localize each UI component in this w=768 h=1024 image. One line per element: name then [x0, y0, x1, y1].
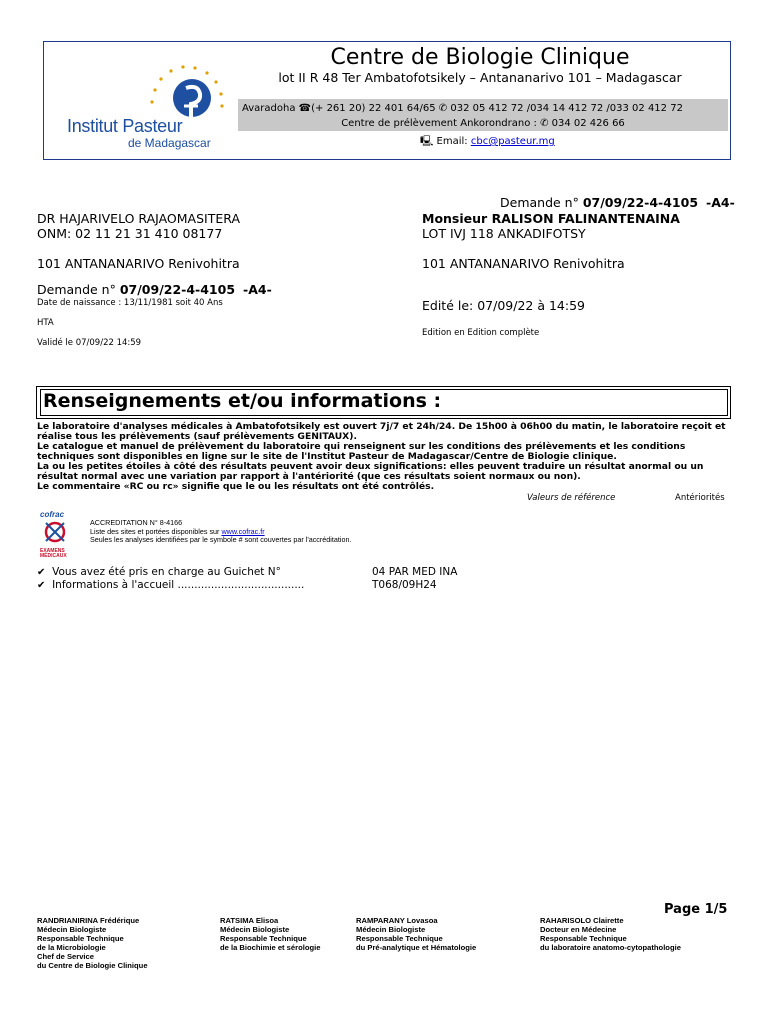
signatory-line: du laboratoire anatomo-cytopathologie	[540, 943, 681, 952]
signatory-name: RATSIMA Elisoa	[220, 916, 279, 925]
email-link[interactable]: cbc@pasteur.mg	[470, 136, 555, 147]
patient-name	[422, 211, 680, 226]
lab-address: lot II R 48 Ter Ambatofotsikely – Antananarivo 101 – Madagascar	[278, 70, 682, 85]
history-header: Antériorités	[675, 493, 725, 503]
signatory-line: Chef de Service	[37, 952, 94, 961]
doctor-onm: ONM: 02 11 21 31 410 08177	[37, 226, 223, 241]
signatory-line: de la Microbiologie	[37, 943, 106, 952]
edition-type: Edition en Edition complète	[422, 328, 540, 338]
signatory-name: RAHARISOLO Clairette	[540, 916, 624, 925]
email-label: Email:	[436, 136, 468, 147]
info-paragraph: Le laboratoire d'analyses médicales à Ambatofotsikely est ouvert 7j/7 et 24h/24. De 15h00 à 06h00 du matin, le laboratoire reçoit et réalise tous les prélèvements (sauf prélèvements GENITAUX).	[37, 421, 726, 442]
computer-icon: 🖳	[420, 136, 434, 147]
info-row-guichet	[37, 566, 281, 578]
patient-address: LOT IVJ 118 ANKADIFOTSY	[422, 226, 586, 241]
lab-title: Centre de Biologie Clinique	[330, 45, 630, 70]
logo-line2: de Madagascar	[128, 136, 211, 150]
phone-line: Avaradoha ☎(+ 261 20) 22 401 64/65 ✆ 032 05 412 72 /034 14 412 72 /033 02 412 72	[242, 103, 683, 114]
ankorondrano-line: Centre de prélèvement Ankorondrano : ✆ 034 02 426 66	[341, 118, 625, 129]
signatory-line: du Centre de Biologie Clinique	[37, 961, 148, 970]
info-paragraph: Le commentaire «RC ou rc» signifie que le ou les résultats ont été contrôlés.	[37, 481, 435, 492]
demande-suffix: -A4-	[706, 195, 735, 210]
patient-city: 101 ANTANANARIVO Renivohitra	[422, 256, 625, 271]
patient-condition: HTA	[37, 318, 54, 328]
demande-number: 07/09/22-4-4105	[119, 282, 236, 297]
logo-line1: Institut Pasteur	[67, 116, 183, 136]
section-title: Renseignements et/ou informations :	[43, 390, 442, 412]
accreditation-number: ACCREDITATION N° 8-4166	[90, 518, 183, 527]
info-paragraph: Le catalogue et manuel de prélèvement du laboratoire qui renseignent sur les conditions des prélèvements et les conditions techniques sont disponibles en ligne sur le site de l'Institut Pasteur de Madagascar/Centre de Biologie clinique.	[37, 441, 686, 462]
cofrac-text: cofrac	[40, 510, 65, 519]
info-value: 04 PAR MED INA	[372, 566, 458, 578]
signatory-name: RAMPARANY Lovasoa	[356, 916, 438, 925]
demande-suffix: -A4-	[243, 282, 272, 297]
accreditation-text	[90, 519, 351, 545]
edited-date: Edité le: 07/09/22 à 14:59	[422, 298, 585, 313]
signatory-name: RANDRIANIRINA Frédérique	[37, 916, 140, 925]
cofrac-emblem-icon	[40, 519, 70, 545]
demande-label: Demande n°	[37, 282, 116, 297]
signatory-line: de la Biochimie et sérologie	[220, 943, 321, 952]
reference-values-header: Valeurs de référence	[527, 493, 616, 503]
signatory-line: du Pré-analytique et Hématologie	[356, 943, 477, 952]
signatory-line: Responsable Technique	[356, 934, 443, 943]
check-icon: ✔	[37, 567, 46, 578]
demande-label: Demande n°	[500, 195, 579, 210]
signature-block	[220, 916, 320, 952]
info-paragraph: La ou les petites étoiles à côté des résultats peuvent avoir deux significations: elles peuvent traduire un résultat anormal ou un résultat normal avec une variation par rapport à l'antériorité (que ces résultats soient normaux ou non).	[37, 461, 704, 482]
sites-text: Liste des sites et portées disponibles sur	[90, 526, 222, 536]
validated-date: Validé le 07/09/22 14:59	[37, 338, 142, 348]
signature-block	[540, 916, 681, 952]
info-row-accueil	[37, 579, 304, 591]
birth-date: Date de naissance : 13/11/1981 soit 40 Ans	[37, 298, 223, 308]
signatory-line: Responsable Technique	[220, 934, 307, 943]
request-number-right	[500, 195, 735, 210]
institut-pasteur-logo	[60, 60, 230, 155]
information-text	[37, 422, 737, 492]
signature-block	[37, 916, 148, 970]
check-icon: ✔	[37, 580, 46, 591]
email-line	[420, 134, 555, 151]
cofrac-link[interactable]: www.cofrac.fr	[221, 526, 265, 536]
signatory-line: Médecin Biologiste	[220, 925, 290, 934]
page-number: Page 1/5	[664, 902, 728, 917]
signatory-line: Docteur en Médecine	[540, 925, 617, 934]
cofrac-examens-text: EXAMENS MÉDICAUX	[40, 548, 67, 559]
signatory-line: Responsable Technique	[37, 934, 124, 943]
patient-fullname: RALISON FALINANTENAINA	[491, 211, 680, 226]
accreditation-scope: Seules les analyses identifiées par le symbole # sont couvertes par l'accréditation.	[90, 535, 352, 544]
patient-title: Monsieur	[422, 211, 488, 226]
request-number-left	[37, 282, 272, 297]
doctor-name: DR HAJARIVELO RAJAOMASITERA	[37, 211, 240, 226]
cofrac-logo	[40, 510, 70, 568]
doctor-city: 101 ANTANANARIVO Renivohitra	[37, 256, 240, 271]
info-label: Vous avez été pris en charge au Guichet N°	[52, 566, 281, 578]
signature-block	[356, 916, 476, 952]
info-label: Informations à l'accueil ......................................	[52, 579, 305, 591]
info-value: T068/09H24	[372, 579, 437, 591]
signatory-line: Médecin Biologiste	[37, 925, 107, 934]
signatory-line: Médecin Biologiste	[356, 925, 426, 934]
signatory-line: Responsable Technique	[540, 934, 627, 943]
demande-number: 07/09/22-4-4105	[582, 195, 699, 210]
